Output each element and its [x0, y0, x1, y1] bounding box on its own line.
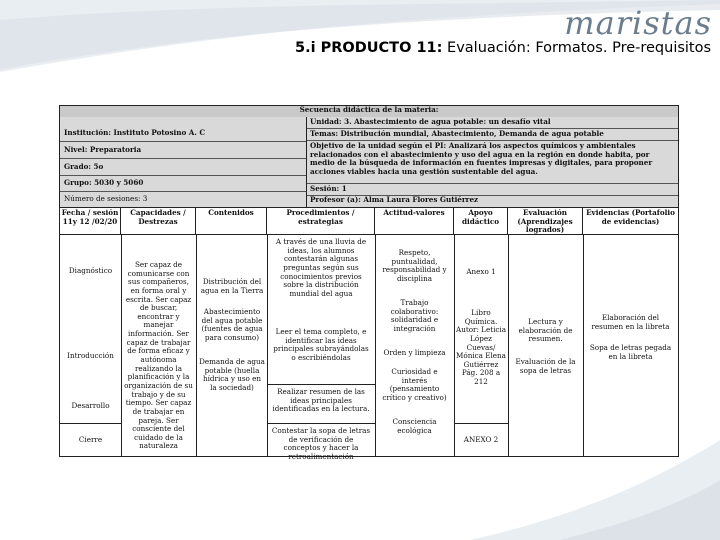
col-attitudes: Actitud-valores	[375, 207, 454, 235]
support-annex-2: ANEXO 2	[463, 435, 499, 444]
attitude-5: Consciencia ecológica	[392, 417, 437, 435]
slide-title	[295, 40, 711, 56]
evidence-2: Sopa de letras pegada en la libreta	[589, 343, 672, 361]
institution: Institución: Instituto Potosino A. C	[64, 128, 206, 137]
col-contents: Contenidos	[196, 207, 267, 235]
grade: Grado: 5o	[64, 162, 104, 171]
col-date: Fecha / sesión 11y 12 /02/20	[60, 207, 121, 235]
support-annex-1: Anexo 1	[466, 267, 496, 276]
general-info	[60, 117, 307, 208]
level: Nivel: Preparatoria	[64, 145, 142, 154]
phase-closure: Cierre	[78, 435, 103, 444]
group: Grupo: 5030 y 5060	[64, 178, 144, 187]
col-procedures: Procedimientos / estrategias	[267, 207, 375, 235]
content-demand: Demanda de agua potable (huella hídrica y uso en la sociedad)	[199, 357, 265, 392]
title-bold: 5.i PRODUCTO 11:	[295, 40, 443, 56]
sequence-title: Secuencia didáctica de la materia:	[60, 106, 678, 118]
col-capacities: Capacidades / Destrezas	[121, 207, 196, 235]
procedure-1: A través de una lluvia de ideas, los alumnos contestarán algunas preguntas según sus conocimientos previos sobre la distribución mundial del agua	[275, 237, 367, 298]
procedure-3: Realizar resumen de las ideas principales identificadas en la lectura.	[272, 387, 370, 414]
support-book: Libro Química. Autor: Leticia López Cuevas/ Mónica Elena Gutiérrez Pág. 208 a 212	[456, 308, 507, 387]
evidence-1: Elaboración del resumen en la libreta	[591, 313, 670, 331]
procedure-4: Contestar la sopa de letras de verificación de conceptos y hacer la retroalimentación	[271, 426, 371, 461]
unit: Unidad: 3. Abastecimiento de agua potable: un desafío vital	[310, 117, 551, 126]
procedure-2: Leer el tema completo, e identificar las ideas principales subrayándolas o escribiéndolas	[273, 327, 369, 362]
unit-info	[307, 117, 678, 208]
phase-introduction: Introducción	[67, 351, 114, 360]
col-evidence: Evidencias (Portafolio de evidencias)	[583, 207, 678, 235]
evaluation-1: Lectura y elaboración de resumen.	[518, 317, 573, 344]
attitude-2: Trabajo colaborativo: solidaridad e integración	[390, 298, 439, 333]
evaluation-2: Evaluación de la sopa de letras	[515, 357, 576, 375]
attitude-3: Orden y limpieza	[383, 348, 446, 357]
title-rest: Evaluación: Formatos. Pre-requisitos	[442, 40, 712, 56]
topics: Temas: Distribución mundial, Abastecimiento, Demanda de agua potable	[310, 129, 604, 138]
content-distribution: Distribución del agua en la Tierra	[200, 277, 264, 295]
capacities-text: Ser capaz de comunicarse con sus compañeros, en forma oral y escrita. Ser capaz de buscar, encontrar y manejar información. Ser capaz de trabajar de forma eficaz y autónoma realizando la planificación y la organización de su trabajo y de su tiempo. Ser capaz de trabajar en pareja. Ser consciente del cuidado de la naturaleza	[124, 260, 193, 451]
phase-diagnostic: Diagnóstico	[68, 266, 113, 275]
attitude-1: Respeto, puntualidad, responsabilidad y disciplina	[382, 248, 447, 283]
session: Sesión: 1	[310, 184, 347, 193]
objective: Objetivo de la unidad según el PI: Analizará los aspectos químicos y ambientales relacionados con el abastecimiento y uso del agua en la región en donde habita, por medio de la búsqueda de información en fuentes impresas y digitales, para proponer acciones viables hacia una gestión sustentable del agua.	[310, 141, 653, 176]
col-evaluation: Evaluación (Aprendizajes logrados)	[508, 207, 583, 235]
attitude-4: Curiosidad e interés (pensamiento crítico y creativo)	[382, 367, 447, 402]
col-support: Apoyo didáctico	[454, 207, 508, 235]
sessions: Número de sesiones: 3	[64, 194, 148, 203]
maristas-logo: maristas	[564, 4, 712, 42]
teacher: Profesor (a): Alma Laura Flores Gutiérrez	[310, 195, 479, 204]
phase-development: Desarrollo	[71, 401, 110, 410]
lesson-plan-document	[59, 105, 679, 461]
content-supply: Abastecimiento del agua potable (fuentes de agua para consumo)	[201, 307, 263, 342]
